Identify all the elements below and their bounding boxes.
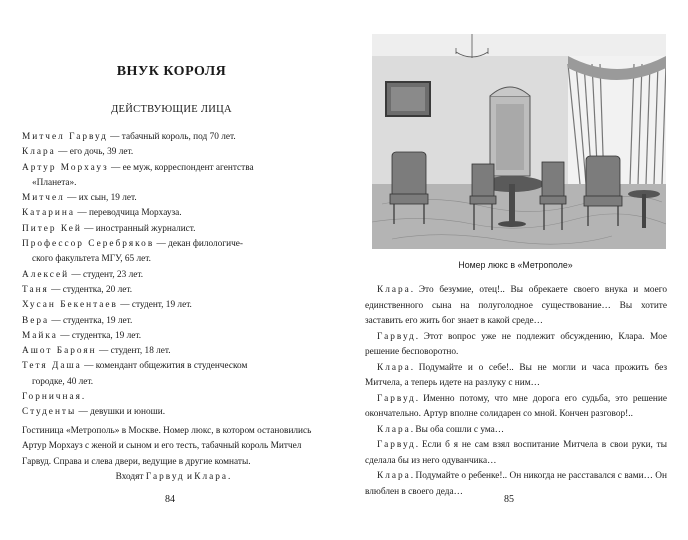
photo-caption: Номер люкс в «Метрополе» [458,260,573,270]
page-number: 84 [165,494,175,505]
cast-item: Тетя Даша — комендант общежития в студенческом [22,361,248,372]
dialogue-line: Клара. Это безумие, отец!.. Вы обрекаете своего внука и моего единственного сына на полуголодное существование… Вы хотите заставить его жить бог знает в какой среде… [365,285,667,326]
dialogue-text [365,283,667,500]
cast-item: Вера — студентка, 19 лет. [22,315,133,326]
cast-heading: ДЕЙСТВУЮЩИЕ ЛИЦА [111,104,232,115]
dialogue-line: Гарвуд. Именно потому, что мне дорога его судьба, это решение окончательно. Артур вполне солидарен со мной. Кончен разговор!.. [365,393,667,419]
cast-item-continuation: ского факультета МГУ, 65 лет. [32,254,151,265]
cast-item: Майка — студентка, 19 лет. [22,330,142,341]
play-title: ВНУК КОРОЛЯ [116,64,227,79]
cast-item: Профессор Серебряков — декан филологиче- [22,239,243,250]
dialogue-line: Гарвуд. Если б я не сам взял воспитание Митчела в свои руки, ты сделала бы из него одуванчика… [365,440,667,466]
dialogue-line: Клара. Вы оба сошли с ума… [377,424,505,435]
cast-item: Питер Кей — иностранный журналист. [22,223,196,234]
cast-item: Катарина — переводчица Морхауза. [22,208,182,219]
cast-item: Митчел Гарвуд — табачный король, под 70 лет. [22,132,236,142]
dialogue-line: Клара. Подумайте о ребенке!.. Он никогда не расставался с вами… Он влюблен в своего деда… [365,471,667,497]
setting-text: Гостиница «Метрополь» в Москве. Номер люкс, в котором остановились Артур Морхауз с женой и сыном и его тесть, табачный король Митчел Гарвуд. Справа и слева двери, ведущие в другие комнаты. [22,426,312,467]
cast-item: Хусан Бекентаев — студент, 19 лет. [22,300,192,311]
cast-item: Алексей — студент, 23 лет. [22,269,144,280]
entrance-line: Входят Гарвуд и Клара. [115,471,231,482]
cast-item: Клара — его дочь, 39 лет. [22,147,134,158]
cast-item-continuation: «Планета». [32,177,77,188]
page-number: 85 [504,494,514,505]
cast-list [22,130,322,421]
dialogue-line: Гарвуд. Этот вопрос уже не подлежит обсуждению, Клара. Мое решение бесповоротно. [365,331,667,357]
cast-item: Ашот Бароян — студент, 18 лет. [22,346,171,357]
cast-item: Митчел — их сын, 19 лет. [22,193,137,204]
cast-item-continuation: городке, 40 лет. [32,376,94,387]
right-page [343,0,688,540]
dialogue-line: Клара. Подумайте и о себе!.. Вы не могли и часа прожить без Митчела, а теперь идете на разлуку с ним… [365,362,667,388]
cast-item: Студенты — девушки и юноши. [22,407,166,418]
cast-item: Артур Морхауз — ее муж, корреспондент агентства [22,162,254,173]
cast-item: Горничная. [22,392,85,403]
stage-direction [22,424,324,485]
cast-item: Таня — студентка, 20 лет. [22,284,133,295]
hotel-room-photo [372,34,666,249]
